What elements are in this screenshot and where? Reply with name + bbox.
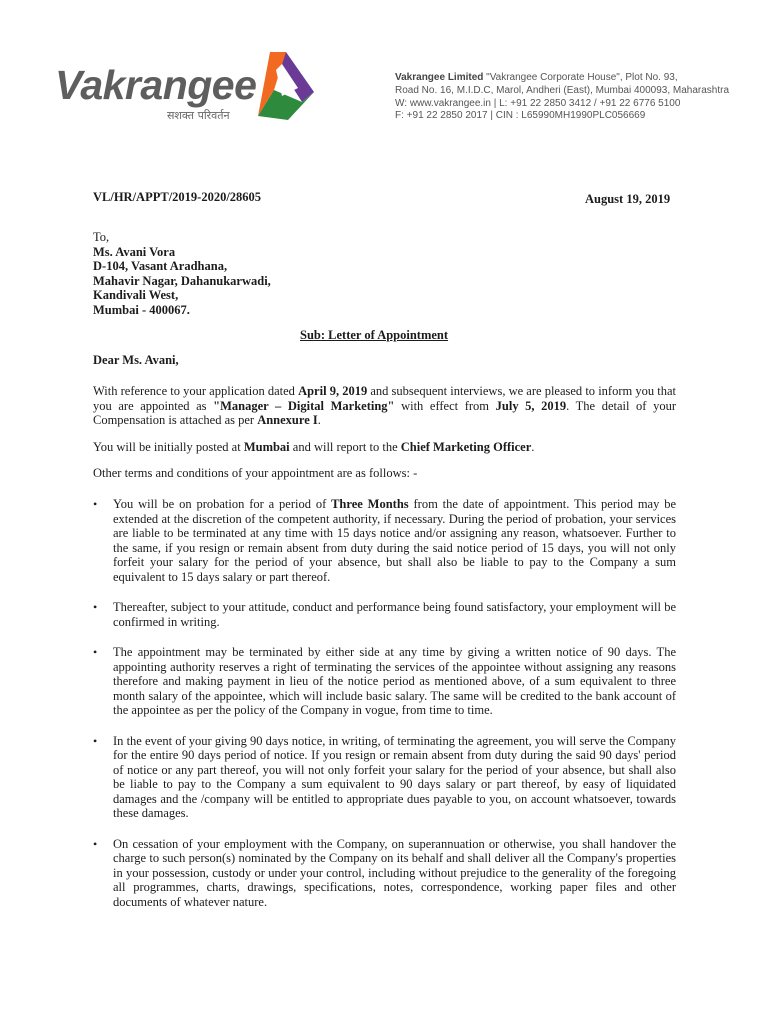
company-address-line2: Road No. 16, M.I.D.C, Marol, Andheri (East), Mumbai 400093, Maharashtra: [395, 84, 730, 96]
list-item: • Thereafter, subject to your attitude, conduct and performance being found satisfactory, your employment will be confirmed in writing.: [93, 600, 676, 629]
application-date: April 9, 2019: [298, 384, 368, 398]
company-contact-line: W: www.vakrangee.in | L: +91 22 2850 3412 / +91 22 6776 5100: [395, 97, 681, 109]
list-item: • The appointment may be terminated by either side at any time by giving a written notice of 90 days. The appointing authority reserves a right of terminating the services of the appointee without assigning any reasons therefore and making payment in lieu of the notice period as mentioned above, of a sum equivalent to three month salary of the appointee, which will include basic salary. The same will be credited to the bank account of the appointee as per the policy of the Company in vogue, from time to time.: [93, 645, 676, 718]
recipient-line: Mahavir Nagar, Dahanukarwadi,: [93, 273, 271, 288]
to-label: To,: [93, 230, 110, 244]
annexure-ref: Annexure I: [257, 413, 318, 427]
letter-date: August 19, 2019: [585, 192, 671, 206]
terms-intro: Other terms and conditions of your appointment are as follows: -: [93, 466, 418, 480]
company-address-line1: Vakrangee Limited "Vakrangee Corporate House", Plot No. 93,: [395, 72, 678, 83]
reporting-manager: Chief Marketing Officer: [400, 440, 532, 454]
recipient-line: Kandivali West,: [93, 288, 179, 302]
company-logo: [55, 50, 325, 130]
company-name: Vakrangee Limited: [395, 72, 484, 83]
company-fax-cin-line: F: +91 22 2850 2017 | CIN : L65990MH1990PLC056669: [395, 110, 646, 122]
reference-number: VL/HR/APPT/2019-2020/28605: [93, 190, 262, 204]
subject-line: Sub: Letter of Appointment: [300, 328, 449, 342]
vakrangee-triangle-icon: [256, 50, 318, 122]
salutation: Dear Ms. Avani,: [93, 353, 179, 367]
list-item: • In the event of your giving 90 days notice, in writing, of terminating the agreement, you will serve the Company for the entire 90 days period of notice. If you resign or remain absent from duty during the said 90 days' period of notice or any part thereof, you will not only forfeit your salary for the period of your absence, but shall also be liable to pay to the Company a sum equivalent to 90 days salary or part thereof, by easy of liquidated damages and the /company will be entitled to appropriate dues payable to you, on account whatsoever, towards these damages.: [93, 734, 676, 821]
terms-list: [93, 497, 676, 909]
probation-period: Three Months: [331, 497, 409, 511]
position-title: "Manager – Digital Marketing": [213, 398, 395, 413]
logo-tagline: सशक्त परिवर्तन: [167, 109, 230, 122]
posting-paragraph: You will be initially posted at Mumbai and will report to the Chief Marketing Officer.: [93, 440, 535, 454]
company-details: [395, 72, 755, 123]
start-date: July 5, 2019: [495, 398, 567, 413]
recipient-name: Ms. Avani Vora: [93, 244, 176, 259]
intro-paragraph: With reference to your application dated April 9, 2019 and subsequent interviews, we are pleased to inform you that you are appointed as "Manager – Digital Marketing" with effect from July 5, 2019. The detail of your Compensation is attached as per Annexure I.: [93, 384, 676, 427]
recipient-line: Mumbai - 400067.: [93, 302, 190, 317]
posting-location: Mumbai: [243, 440, 290, 454]
logo-wordmark: Vakrangee: [55, 62, 257, 108]
recipient-line: D-104, Vasant Aradhana,: [93, 259, 228, 273]
recipient-address: [93, 230, 271, 317]
list-item: • You will be on probation for a period of Three Months from the date of appointment. This period may be extended at the discretion of the competent authority, if necessary. During the period of probation, your services are liable to be terminated at any time with 15 days notice and/or assigning any reason, whatsoever. Further to the same, if you resign or remain absent from duty during the said notice period of 15 days, you will not only forfeit your salary for the period of your absence, but shall also be liable to pay to the Company a sum equivalent to 15 days salary or part thereof.: [93, 497, 676, 584]
list-item: • On cessation of your employment with the Company, on superannuation or otherwise, you shall handover the charge to such person(s) nominated by the Company on its behalf and shall deliver all the Company's properties in your possession, custody or under your control, including without prejudice to the generality of the foregoing all programmes, charts, drawings, specifications, notes, correspondence, working paper files and other documents of whatever nature.: [93, 837, 676, 910]
